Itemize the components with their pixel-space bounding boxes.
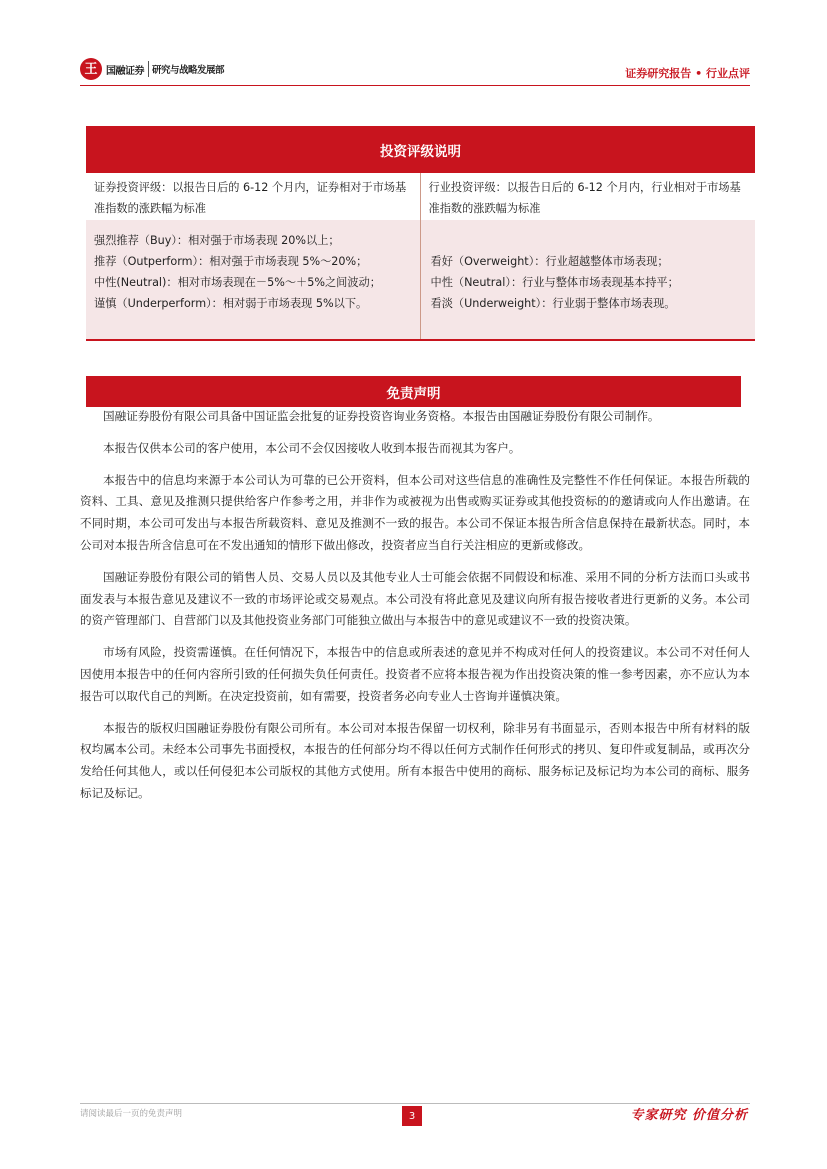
industry-rating-levels xyxy=(421,220,756,339)
company-name: 国融证券 xyxy=(106,65,144,77)
industry-level-neutral: 中性（Neutral）：行业与整体市场表现基本持平； xyxy=(430,276,679,289)
logo-mark-icon xyxy=(80,58,102,80)
company-logo xyxy=(80,58,224,80)
stock-level-underperform: 谨慎（Underperform）：相对弱于市场表现 5%以下。 xyxy=(94,297,368,310)
report-type: 证券研究报告 • 行业点评 xyxy=(625,67,750,80)
industry-level-underweight: 看淡（Underweight）：行业弱于整体市场表现。 xyxy=(430,297,676,310)
stock-rating-levels xyxy=(86,220,421,339)
disclaimer-paragraph: 本报告的版权归国融证券股份有限公司所有。本公司对本报告保留一切权利，除非另有书面显示，否则本报告中所有材料的版权均属本公司。未经本公司事先书面授权，本报告的任何部分均不得以任何方式制作任何形式的拷贝、复印件或复制品，或再次分发给任何其他人，或以任何侵犯本公司版权的其他方式使用。所有本报告中使用的商标、服务标记及标记均为本公司的商标、服务标记及标记。 xyxy=(80,720,750,800)
disclaimer-body xyxy=(80,406,750,815)
rating-levels-row xyxy=(86,220,755,341)
stock-level-outperform: 推荐（Outperform）：相对强于市场表现 5%～20%； xyxy=(94,255,368,268)
disclaimer-title: 免责声明 xyxy=(86,376,741,407)
page-number: 3 xyxy=(402,1106,422,1126)
industry-rating-standard: 行业投资评级：以报告日后的 6-12 个月内，行业相对于市场基准指数的涨跌幅为标准 xyxy=(428,181,741,215)
rating-table xyxy=(86,126,755,341)
page-header xyxy=(80,58,750,84)
stock-rating-standard: 证券投资评级：以报告日后的 6-12 个月内，证券相对于市场基准指数的涨跌幅为标准 xyxy=(86,173,421,220)
footer-note: 请阅读最后一页的免责声明 xyxy=(80,1109,183,1119)
stock-level-buy: 强烈推荐（Buy）：相对强于市场表现 20%以上； xyxy=(94,234,340,247)
disclaimer-paragraph: 国融证券股份有限公司具备中国证监会批复的证券投资咨询业务资格。本报告由国融证券股份有限公司制作。 xyxy=(103,409,660,423)
logo-divider xyxy=(148,61,149,77)
disclaimer-paragraph: 本报告中的信息均来源于本公司认为可靠的已公开资料，但本公司对这些信息的准确性及完整性不作任何保证。本报告所载的资料、工具、意见及推测只提供给客户作参考之用，并非作为或被视为出售或购买证券或其他投资标的的邀请或向人作出邀请。在不同时期，本公司可发出与本报告所载资料、意见及推测不一致的报告。本公司不保证本报告所含信息保持在最新状态。同时，本公司对本报告所含信息可在不发出通知的情形下做出修改，投资者应当自行关注相应的更新或修改。 xyxy=(80,472,750,552)
disclaimer-paragraph: 市场有风险，投资需谨慎。在任何情况下，本报告中的信息或所表述的意见并不构成对任何人的投资建议。本公司不对任何人因使用本报告中的任何内容所引致的任何损失负任何责任。投资者不应将本报告视为作出投资决策的惟一参考因素，亦不应认为本报告可以取代自己的判断。在决定投资前，如有需要，投资者务必向专业人士咨询并谨慎决策。 xyxy=(80,645,750,703)
disclaimer-paragraph: 本报告仅供本公司的客户使用，本公司不会仅因接收人收到本报告而视其为客户。 xyxy=(103,440,521,455)
industry-level-overweight: 看好（Overweight）：行业超越整体市场表现； xyxy=(430,255,669,268)
header-divider xyxy=(80,85,750,86)
rating-standard-row xyxy=(86,173,755,220)
footer-slogan: 专家研究 价值分析 xyxy=(630,1108,748,1123)
logo-glyph: 王 xyxy=(84,61,98,77)
disclaimer-paragraph: 国融证券股份有限公司的销售人员、交易人员以及其他专业人士可能会依据不同假设和标准、采用不同的分析方法而口头或书面发表与本报告意见及建议不一致的市场评论或交易观点。本公司没有将此意见及建议向所有报告接收者进行更新的义务。本公司的资产管理部门、自营部门以及其他投资业务部门可能独立做出与本报告中的意见或建议不一致的投资决策。 xyxy=(80,569,750,628)
department-name: 研究与战略发展部 xyxy=(152,65,225,76)
rating-title: 投资评级说明 xyxy=(86,126,755,173)
stock-level-neutral: 中性(Neutral)：相对市场表现在－5%～＋5%之间波动； xyxy=(94,276,381,289)
